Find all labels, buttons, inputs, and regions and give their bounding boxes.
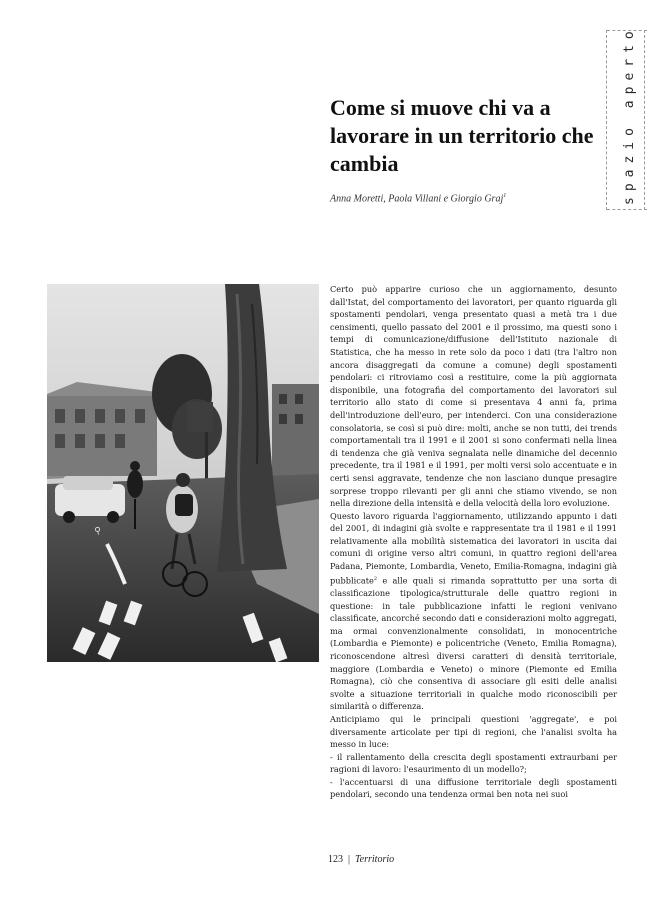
- body-paragraph: Certo può apparire curioso che un aggiornamento, desunto dall'Istat, del comportamento dei lavoratori, per quanto riguarda gli spostamenti pendolari, venga presentato quasi a metà tra i due censimenti, quello passato del 2001 e il prossimo, ma questi sono i tempi di comunicazione/diffusione dell'Istituto nazionale di Statistica, che ha messo in rete solo da poco i dati (tra l'altro non ancora disaggregati da comune a comune) degli spostamenti pendolari: ci ritroviamo così a restituire, come la più aggiornata disponibile, una fotografia del comportamento dei lavoratori sul territorio allo stato di come si presentava 4 anni fa, prima dell'introduzione dell'euro, per intenderci. Con una considerazione consolatoria, se così si può dire: molti, anche se non tutti, dei trends comportamentali tra il 1991 e il 2001 si sono confermati nella linea di tendenza che già veniva segnalata nelle dinamiche del decennio precedente, tra il 1981 e il 1991, per molti versi solo accentuate e in certi sensi aggravate, tendenze che non lasciano dunque presagire sorprese troppo rilevanti per gli anni che stiamo vivendo, se non nella direzione della intensità e della velocità della loro evoluzione.: [330, 284, 617, 509]
- authors-footnote-mark: 1: [503, 193, 507, 199]
- paragraph-text: Questo lavoro riguarda l'aggiornamento, utilizzando appunto i dati del 2001, di indagini già svolte e rappresentate tra il 1981 e il 1991 relativamente alla mobilità sistematica dei lavoratori in uscita dai comuni di origine verso altri comuni, in quattro regioni dell'area Padana, Piemonte, Lombardia, Veneto, Emilia-Romagna, indagini già pubblicate: [330, 510, 617, 586]
- tab-bottom-rule: [607, 209, 647, 210]
- footnote-mark: 2: [373, 575, 378, 582]
- list-item: - l'accentuarsi di una diffusione territoriale degli spostamenti pendolari, secondo una tendenza ormai ben nota nei suoi: [330, 776, 617, 800]
- article-authors: [330, 193, 600, 204]
- street-photo: [47, 284, 319, 662]
- svg-text:⚲: ⚲: [93, 525, 103, 537]
- tab-dashed-edge: [636, 30, 645, 210]
- page-footer: [328, 854, 394, 865]
- list-item: - il rallentamento della crescita degli spostamenti extraurbani per ragioni di lavoro: l'esaurimento di un modello?;: [330, 751, 617, 775]
- article-title: Come si muove chi va a lavorare in un territorio che cambia: [330, 95, 594, 176]
- footer-separator: |: [348, 854, 351, 865]
- section-label: spazio aperto: [622, 25, 637, 205]
- body-paragraph: Anticipiamo qui le principali questioni 'aggregate', e poi diversamente articolate per tipi di regioni, che l'analisi svolta ha messo in luce:: [330, 713, 617, 750]
- street-photo-illustration: [47, 284, 319, 662]
- page-number: 123: [328, 854, 343, 865]
- article-body: [330, 283, 617, 801]
- body-paragraph: [330, 510, 617, 713]
- authors-names: Anna Moretti, Paola Villani e Giorgio Graj: [330, 193, 504, 205]
- paragraph-text: e alle quali si rimanda soprattutto per una sorta di classificazione tipologica/strutturale delle quattro regioni in questione: in tale pubblicazione infatti le regioni venivano classificate, ancorché secondo dati e considerazioni molto aggregati, ma ormai convenzionalmente consolidati, in monocentriche (Lombardia e Piemonte) e policentriche (Veneto, Emilia Romagna), riconoscendone altresì diversi caratteri di densità territoriale, maggiore (Lombardia e Veneto) o minore (Piemonte ed Emilia Romagna), ciò che consentiva di associare gli esiti delle analisi svolte a situazione territoriali in qualche modo riconoscibili per similarità o differenza.: [330, 575, 617, 712]
- journal-name: Territorio: [355, 854, 395, 865]
